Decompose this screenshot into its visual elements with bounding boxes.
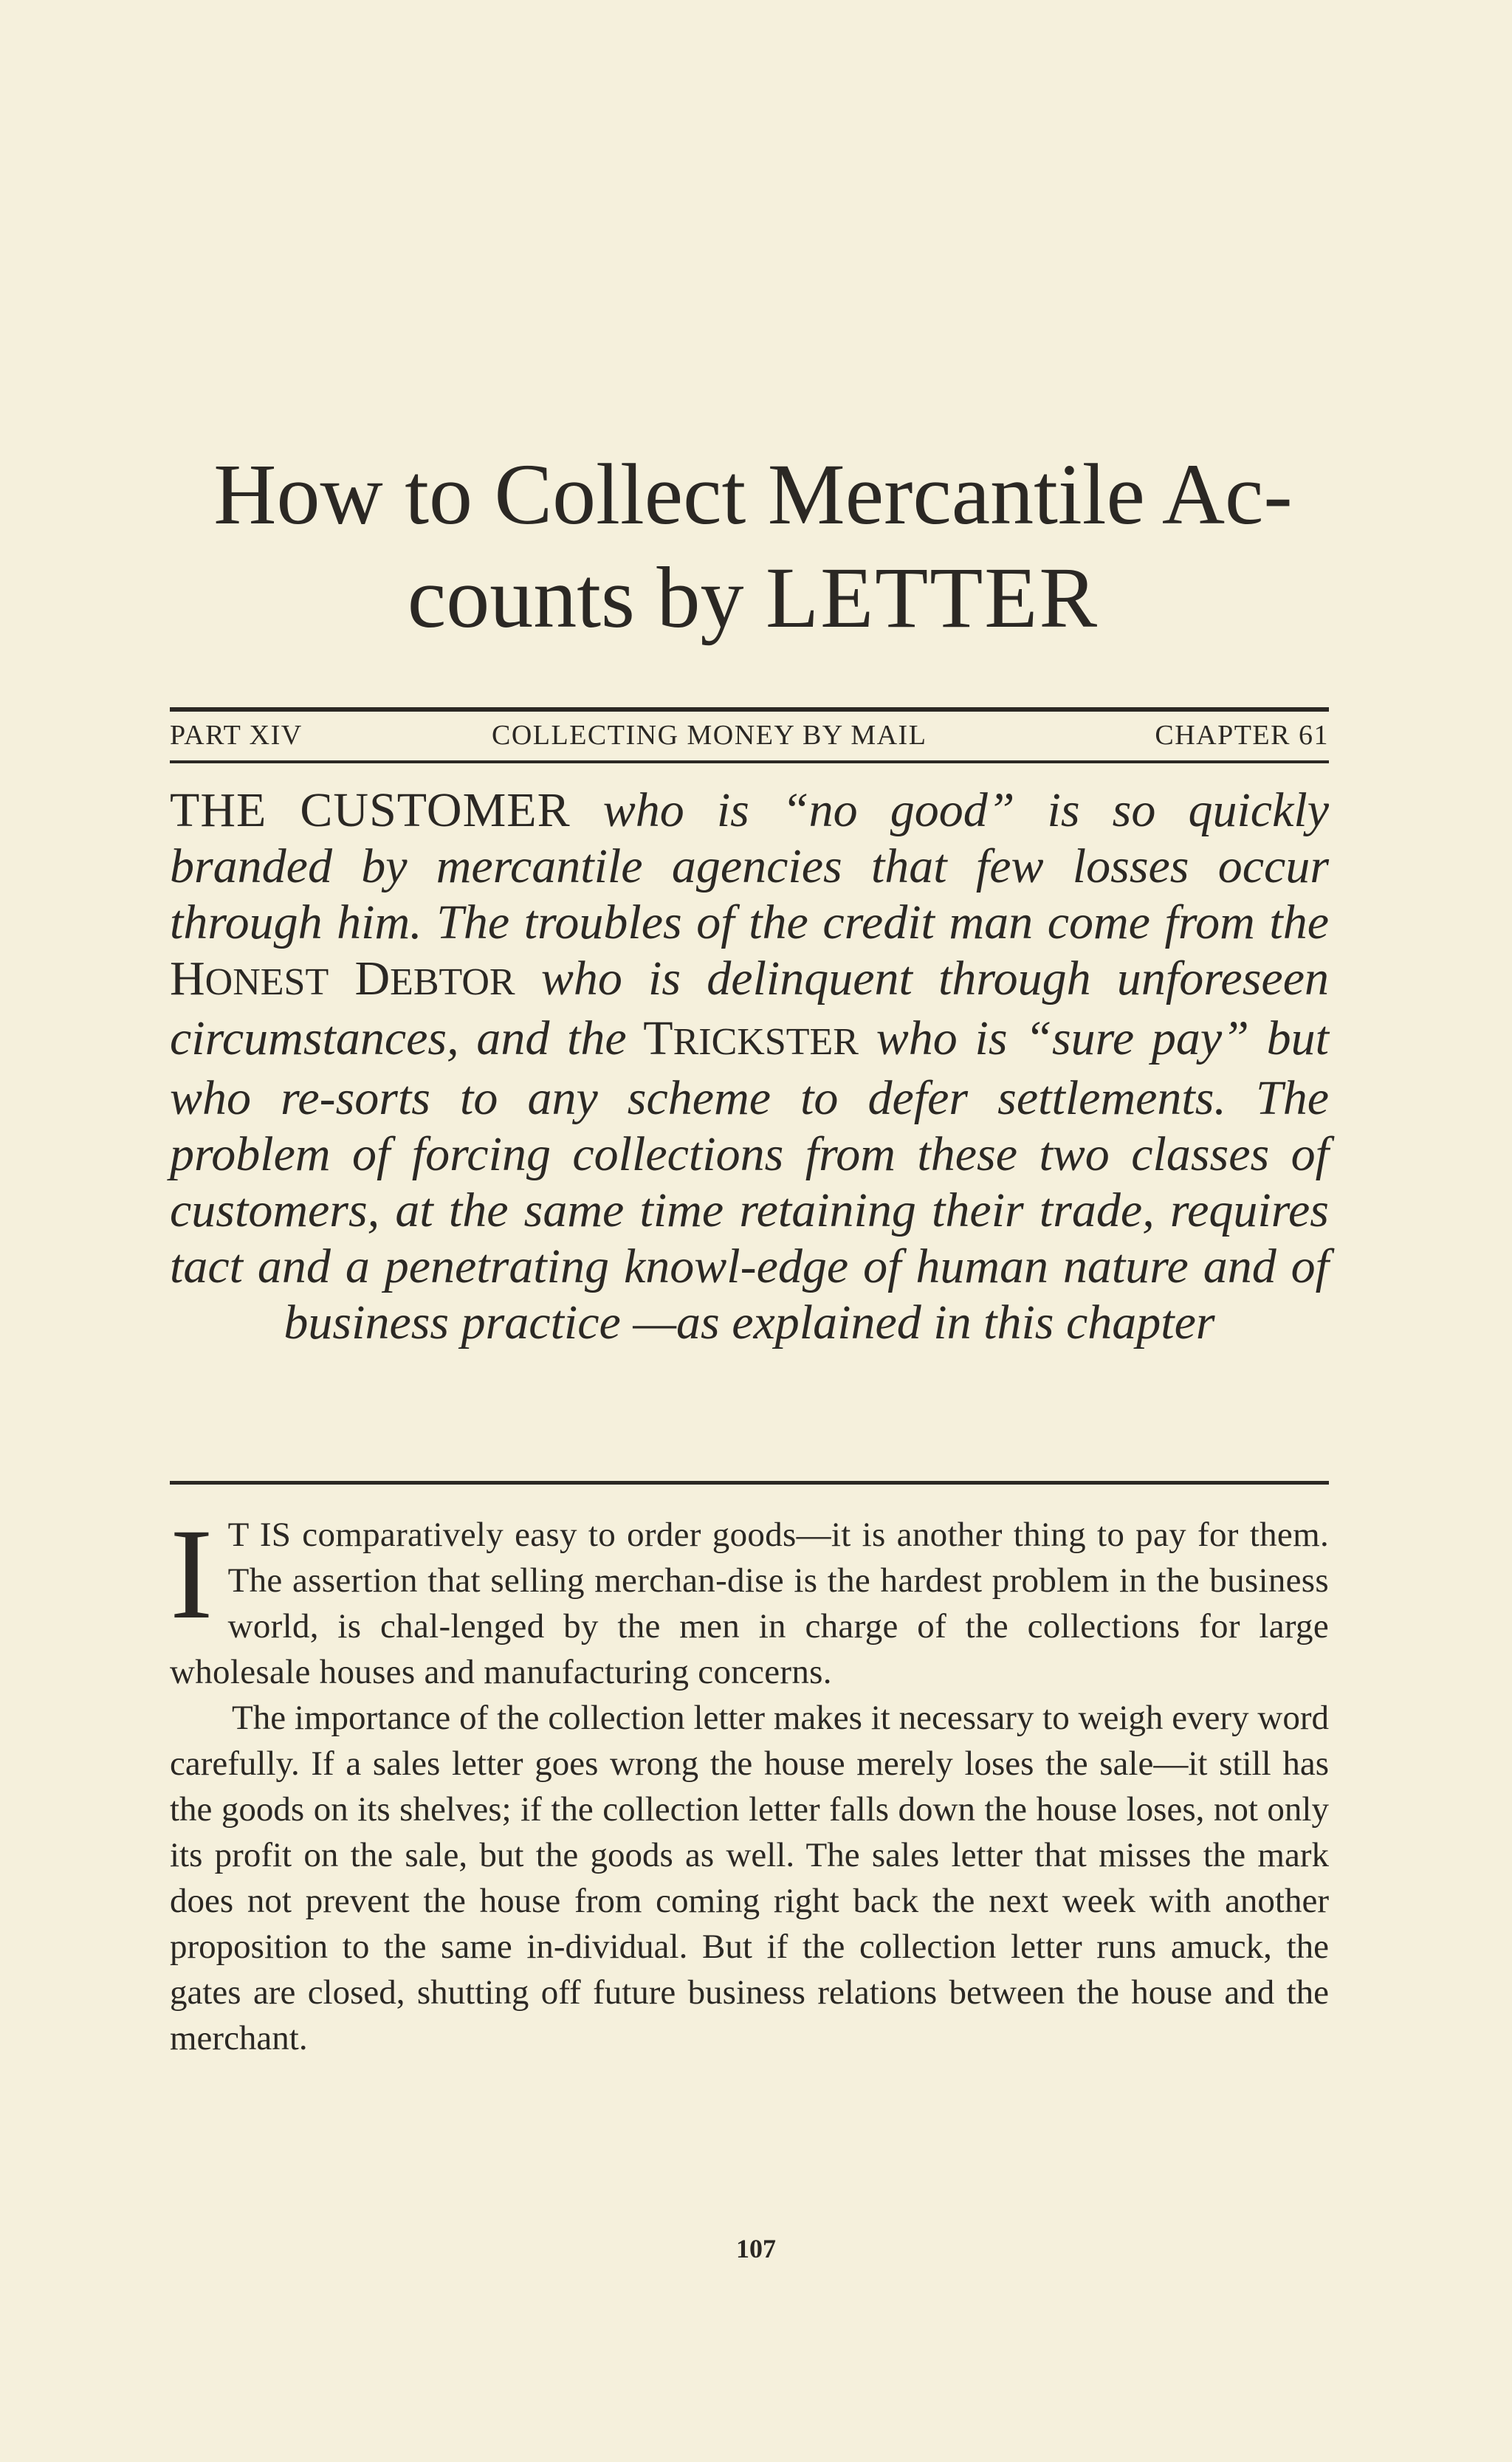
title-line-2-prefix: counts by [407, 549, 744, 646]
title-letter-word: LETTER [765, 549, 1099, 646]
summary-text-1: who is “no good” is so quickly branded by mercantile agencies that few losses occur through him. The troubles of the credit man come from the [170, 783, 1330, 949]
chapter-title [170, 443, 1336, 650]
honest-debtor: HONEST DEBTOR [170, 952, 515, 1005]
section-divider [170, 1481, 1329, 1485]
summary-lead: THE CUSTOMER [170, 783, 571, 837]
paragraph-1-text: T IS comparatively easy to order goods—it is another thing to pay for them. The assertion that selling merchan-dise is the hardest problem in the business world, is chal-lenged by the men in charge of the collections for large wholesale houses and manufacturing concerns. [170, 1516, 1329, 1691]
header-rule-top [170, 707, 1329, 712]
page-number: 107 [736, 2234, 776, 2263]
summary-text-3: who is “sure pay” but who re-sorts to any scheme to defer settlements. The problem of forcing collections from these two classes of customers, at the same time retaining their trade, requires tact and a penetrating knowl-edge of human nature and of business practice —as explained in this chapter [170, 1011, 1330, 1349]
drop-cap: I [170, 1502, 213, 1646]
title-line-2 [170, 546, 1336, 650]
paragraph-2: The importance of the collection letter makes it necessary to weigh every word carefully. If a sales letter goes wrong the house merely loses the sale—it still has the goods on its shelves; if the collection letter falls down the house loses, not only its profit on the sale, but the goods as well. The sales letter that misses the mark does not prevent the house from coming right back the next week with another proposition to the same in-dividual. But if the collection letter runs amuck, the gates are closed, shutting off future business relations between the house and the merchant. [170, 1699, 1329, 2057]
part-label: PART XIV [170, 720, 303, 751]
running-head [170, 715, 1329, 756]
header-rule-bottom [170, 760, 1329, 763]
body-text [170, 1502, 1329, 2061]
chapter-label: CHAPTER 61 [1155, 720, 1329, 751]
summary-text-2: who is delinquent through unforeseen circumstances, and the [170, 952, 1329, 1065]
title-line-1: How to Collect Mercantile Ac- [213, 446, 1293, 543]
paragraph-1 [170, 1502, 1329, 1695]
trickster: TRICKSTER [643, 1011, 859, 1065]
chapter-summary [170, 783, 1329, 1351]
section-label: COLLECTING MONEY BY MAIL [492, 720, 927, 751]
